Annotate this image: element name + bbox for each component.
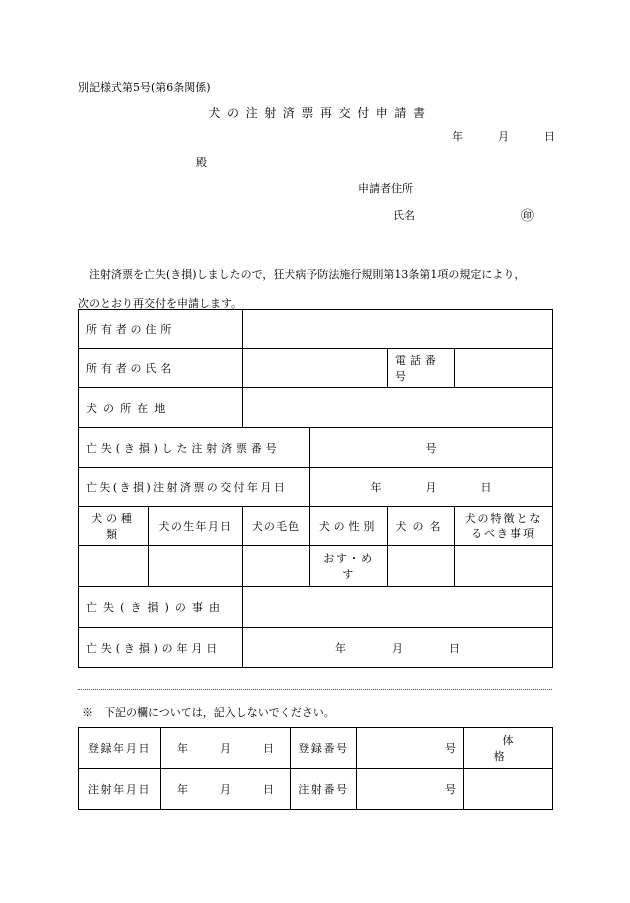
issue-date-field[interactable]: 年 月 日 — [310, 468, 553, 507]
lost-tag-number-label: 亡失(き損)した注射済票番号 — [79, 428, 310, 468]
table-row — [79, 468, 553, 507]
features-field[interactable] — [455, 546, 553, 587]
birth-field[interactable] — [149, 546, 243, 587]
table-row — [79, 388, 553, 428]
table-row — [79, 769, 553, 810]
reg-number-field: 号 — [357, 728, 464, 769]
applicant-name-label: 氏名 — [393, 209, 415, 222]
seal-mark: ㊞ — [521, 209, 535, 224]
cut-line — [78, 689, 552, 690]
col-color-header: 犬の毛色 — [243, 507, 310, 546]
loss-date-label: 亡失(き損)の年月日 — [79, 628, 243, 668]
injection-date-field: 年 月 日 — [161, 769, 291, 810]
addressee-honorific: 殿 — [196, 156, 207, 169]
office-use-table — [78, 727, 553, 810]
injection-number-field: 号 — [357, 769, 464, 810]
loss-date-field[interactable]: 年 月 日 — [243, 628, 553, 668]
table-row — [79, 507, 553, 546]
application-form-table — [78, 309, 553, 668]
col-breed-header: 犬の種類 — [79, 507, 149, 546]
injection-number-label: 注射番号 — [291, 769, 357, 810]
table-row — [79, 628, 553, 668]
col-features-header: 犬の特徴となるべき事項 — [455, 507, 553, 546]
reason-field[interactable] — [243, 587, 553, 628]
application-date — [452, 128, 555, 144]
office-use-note: ※ 下記の欄については，記入しないでください。 — [82, 706, 335, 719]
owner-name-field[interactable] — [243, 349, 388, 388]
sex-field[interactable]: おす・めす — [310, 546, 388, 587]
table-row — [79, 428, 553, 468]
date-day-label: 日 — [544, 130, 555, 143]
owner-address-label: 所有者の住所 — [79, 310, 243, 349]
dog-location-label: 犬の所在地 — [79, 388, 243, 428]
date-month-label: 月 — [498, 130, 509, 143]
reg-number-label: 登録番号 — [291, 728, 357, 769]
document-title: 犬の注射済票再交付申請書 — [208, 106, 432, 120]
table-row — [79, 310, 553, 349]
table-row — [79, 546, 553, 587]
table-row — [79, 349, 553, 388]
phone-label: 電話番号 — [388, 349, 455, 388]
statement-line-2: 次のとおり再交付を申請します。 — [78, 297, 243, 310]
col-birth-header: 犬の生年月日 — [149, 507, 243, 546]
reg-date-label: 登録年月日 — [79, 728, 161, 769]
issue-date-label: 亡失(き損)注射済票の交付年月日 — [79, 468, 310, 507]
body-size-label: 体格 — [464, 728, 553, 769]
lost-tag-number-field[interactable] — [310, 428, 553, 468]
reason-label: 亡失(き損)の事由 — [79, 587, 243, 628]
col-name-header: 犬の名 — [388, 507, 455, 546]
phone-field[interactable] — [455, 349, 553, 388]
dog-location-field[interactable] — [243, 388, 553, 428]
reg-date-field: 年 月 日 — [161, 728, 291, 769]
table-row — [79, 728, 553, 769]
body-size-field — [464, 769, 553, 810]
color-field[interactable] — [243, 546, 310, 587]
name-field[interactable] — [388, 546, 455, 587]
applicant-address-label: 申請者住所 — [358, 182, 413, 195]
owner-address-field[interactable] — [243, 310, 553, 349]
statement-line-1: 注射済票を亡失(き損)しましたので，狂犬病予防法施行規則第13条第1項の規定により， — [89, 268, 526, 281]
injection-date-label: 注射年月日 — [79, 769, 161, 810]
breed-field[interactable] — [79, 546, 149, 587]
col-sex-header: 犬の性別 — [310, 507, 388, 546]
form-number: 別記様式第5号(第6条関係) — [78, 81, 211, 94]
date-year-label: 年 — [452, 130, 463, 143]
number-suffix: 号 — [425, 441, 437, 455]
owner-name-label: 所有者の氏名 — [79, 349, 243, 388]
table-row — [79, 587, 553, 628]
